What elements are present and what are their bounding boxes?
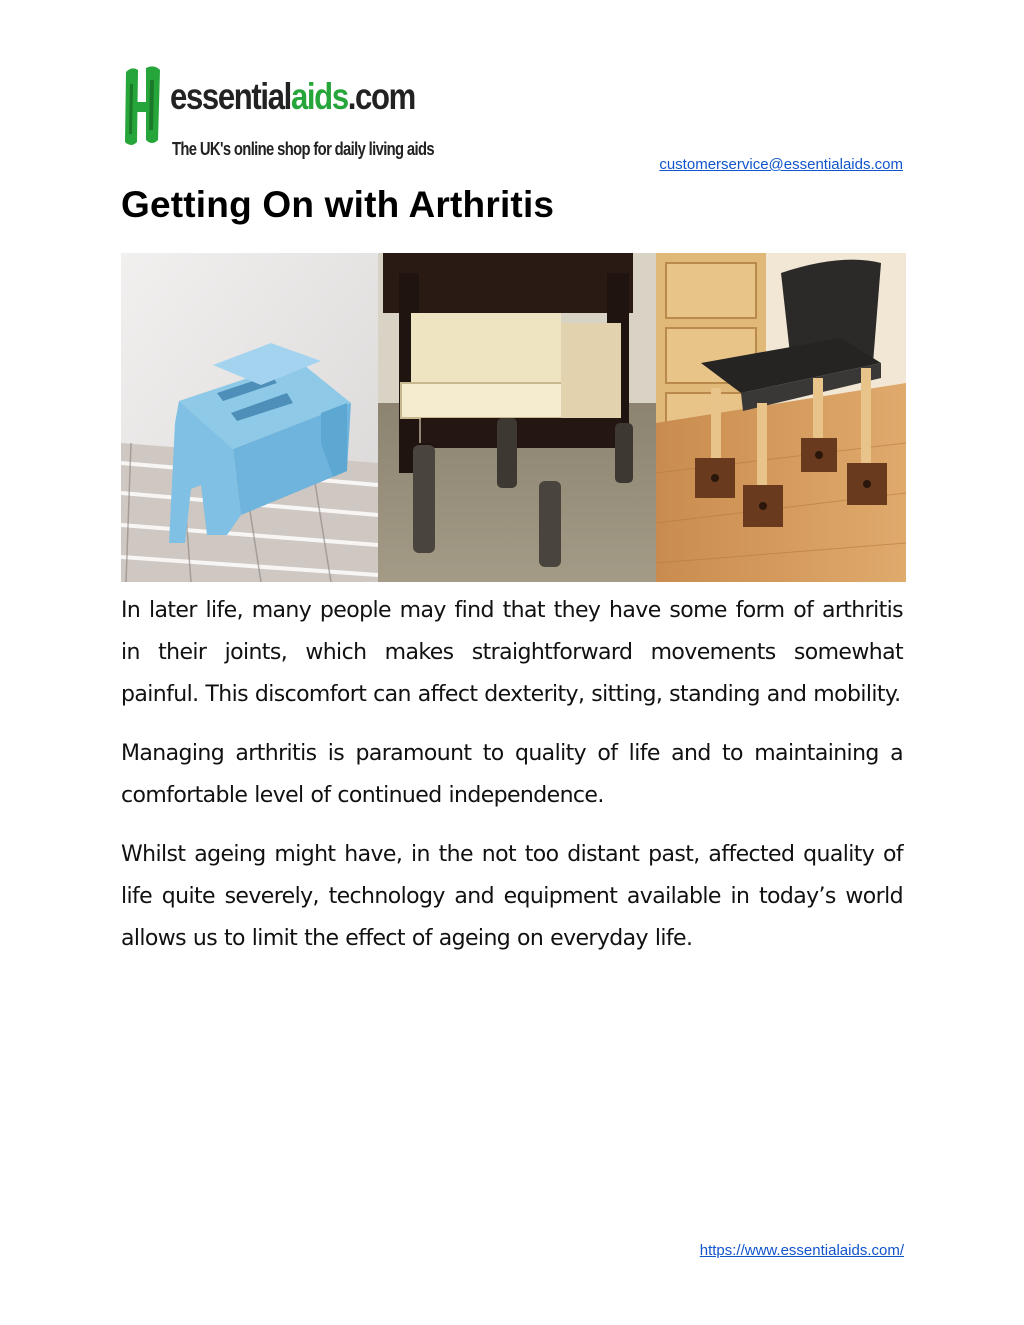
paragraph-3: Whilst ageing might have, in the not too distant past, affected quality of life quite severely, technology and equipment available in today’s world allows us to limit the effect of ageing on everyday life. (121, 842, 903, 951)
blue-folding-step-stool-image (121, 253, 378, 582)
customer-service-email-link[interactable]: customerservice@essentialaids.com (659, 156, 903, 173)
page-title: Getting On with Arthritis (121, 184, 555, 225)
paragraph-2: Managing arthritis is paramount to quality of life and to maintaining a comfortable level of continued independence. (121, 741, 903, 808)
essentialaids-logo[interactable] (122, 58, 434, 168)
logo-mark-icon (122, 64, 164, 148)
hero-image-strip (121, 253, 906, 582)
dining-chair-with-wooden-raisers-image (656, 253, 906, 582)
paragraph-1: In later life, many people may find that they have some form of arthritis in their joints, which makes straightforward movements somewhat painful. This discomfort can affect dexterity, sitting, standing and mobility. (121, 598, 903, 707)
armchair-with-leg-raisers-image (378, 253, 656, 582)
logo-wordmark: essentialaids.com (170, 76, 415, 117)
article-body (121, 590, 903, 977)
logo-tagline: The UK's online shop for daily living aids (172, 138, 434, 159)
website-url-link[interactable]: https://www.essentialaids.com/ (699, 1242, 904, 1259)
